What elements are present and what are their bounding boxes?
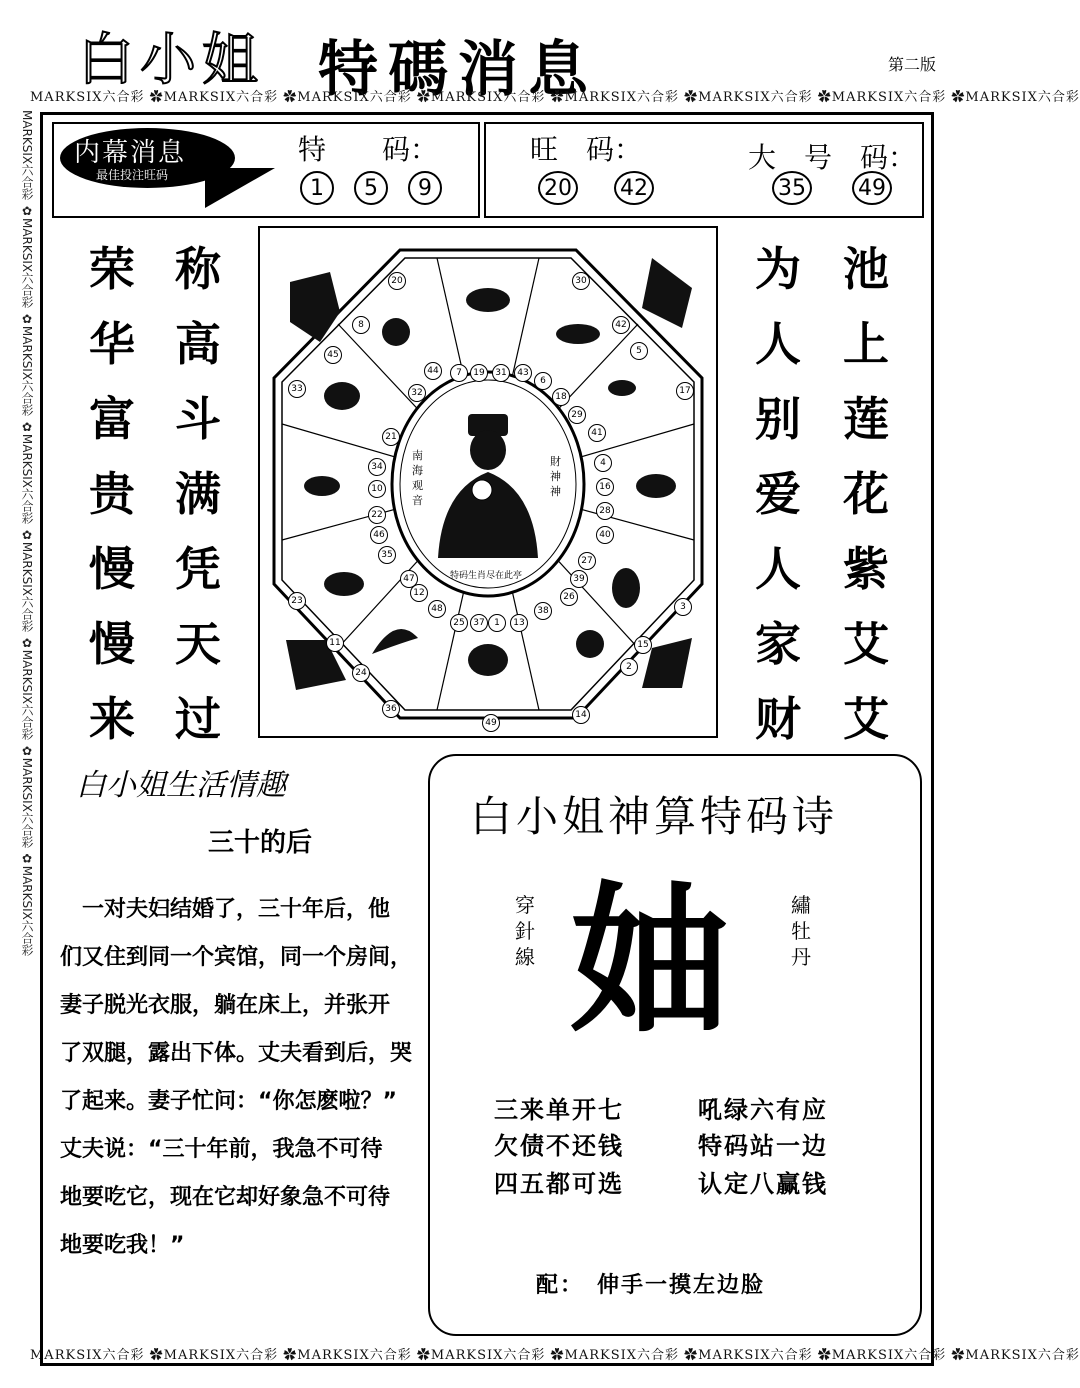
poem-char: 财 <box>755 692 801 746</box>
wang-ma-label: 旺 码： <box>530 133 643 166</box>
poem-char: 别 <box>755 392 801 446</box>
poem-char: 花 <box>843 467 889 521</box>
poem-char: 称 <box>175 242 221 296</box>
te-ma-label: 特 码： <box>298 133 439 166</box>
wheel-number: 44 <box>424 362 442 380</box>
vertical-char: 丹 <box>791 945 811 969</box>
poem-char: 华 <box>89 317 135 371</box>
verse-left-1: 三来单开七 <box>494 1096 624 1124</box>
vertical-char: 繡 <box>791 893 811 917</box>
wheel-number: 23 <box>288 592 306 610</box>
wheel-number: 27 <box>578 552 596 570</box>
bubble-subtitle: 最佳投注旺码 <box>96 168 169 182</box>
poem-char: 贵 <box>89 467 135 521</box>
watermark-strip-side: MARKSIX六合彩 ✿MARKSIX六合彩 ✿MARKSIX六合彩 ✿MARKSIX六合彩 ✿MARKSIX六合彩 ✿MARKSIX六合彩 ✿MARKSIX六合彩 ✿MARKSIX六合彩 <box>20 110 34 956</box>
wheel-number: 38 <box>534 602 552 620</box>
poem-char: 爱 <box>755 467 801 521</box>
wheel-number: 26 <box>560 588 578 606</box>
wheel-number: 21 <box>382 428 400 446</box>
verse-right-2: 特码站一边 <box>698 1132 828 1160</box>
story-line: 地要吃它，现在它却好象急不可待 <box>60 1185 391 1210</box>
poem-char: 人 <box>755 317 801 371</box>
wheel-number: 28 <box>596 502 614 520</box>
poem-char: 为 <box>755 242 801 296</box>
bubble-title: 内幕消息 <box>74 138 187 168</box>
wheel-number: 45 <box>324 346 342 364</box>
wheel-number: 6 <box>534 372 552 390</box>
vertical-char: 穿 <box>515 893 535 917</box>
story-line: 一对夫妇结婚了，三十年后，他 <box>60 897 391 922</box>
story-body <box>60 886 420 1270</box>
wheel-number: 36 <box>382 700 400 718</box>
poem-pei-line: 配： 伸手一摸左边脸 <box>536 1273 766 1298</box>
edition-label: 第二版 <box>888 55 937 74</box>
poem-char: 凭 <box>175 542 221 596</box>
wheel-number: 17 <box>676 382 694 400</box>
speech-bubble-tail <box>205 168 275 208</box>
wheel-number: 48 <box>428 600 446 618</box>
story-line: 们又住到同一个宾馆，同一个房间， <box>60 945 413 970</box>
wheel-center-left-text: 南海观音 <box>412 449 423 507</box>
poem-char: 池 <box>843 242 889 296</box>
wheel-number: 1 <box>488 614 506 632</box>
poem-char: 艾 <box>843 617 889 671</box>
poem-right-vertical <box>788 892 814 970</box>
wheel-number: 42 <box>612 316 630 334</box>
wheel-center-caption: 特码生肖尽在此亭 <box>450 571 523 581</box>
poem-char: 慢 <box>89 617 135 671</box>
wheel-number: 46 <box>370 526 388 544</box>
wheel-number: 16 <box>596 478 614 496</box>
vertical-char: 線 <box>515 945 535 969</box>
te-ma-ball: 1 <box>300 171 334 205</box>
wheel-number: 49 <box>482 714 500 732</box>
wheel-number: 41 <box>588 424 606 442</box>
wheel-number: 24 <box>352 664 370 682</box>
story-line: 了起来。妻子忙问：“你怎麽啦？” <box>60 1089 397 1114</box>
te-ma-ball: 9 <box>408 171 442 205</box>
story-line: 丈夫说：“三十年前，我急不可待 <box>60 1137 383 1162</box>
wheel-number: 11 <box>326 634 344 652</box>
left-poem-col2 <box>168 232 228 757</box>
poem-left-vertical <box>512 892 538 970</box>
watermark-strip-top: MARKSIX六合彩 ✿MARKSIX六合彩 ✿MARKSIX六合彩 ✿MARKSIX六合彩 ✿MARKSIX六合彩 ✿MARKSIX六合彩 ✿MARKSIX六合彩 ✿MARKSIX六合彩 <box>30 90 1080 105</box>
right-poem-col2 <box>836 232 896 757</box>
poem-big-character: 妯 <box>570 867 731 1054</box>
left-poem-col1 <box>82 232 142 757</box>
wheel-number: 20 <box>388 272 406 290</box>
poem-char: 上 <box>843 317 889 371</box>
wheel-number: 32 <box>408 384 426 402</box>
poem-char: 莲 <box>843 392 889 446</box>
poem-char: 富 <box>89 392 135 446</box>
right-poem-col1 <box>748 232 808 757</box>
watermark-strip-bottom: MARKSIX六合彩 ✿MARKSIX六合彩 ✿MARKSIX六合彩 ✿MARKSIX六合彩 ✿MARKSIX六合彩 ✿MARKSIX六合彩 ✿MARKSIX六合彩 ✿MARKSIX六合彩 <box>30 1348 1080 1363</box>
story-line: 妻子脱光衣服，躺在床上，并张开 <box>60 993 391 1018</box>
verse-right-1: 吼绿六有应 <box>698 1096 828 1124</box>
wheel-number: 18 <box>552 388 570 406</box>
page-title: 特碼消息 <box>318 35 598 105</box>
brand-logo: 白小姐 <box>78 28 264 93</box>
story-line: 地要吃我！” <box>60 1233 185 1258</box>
wheel-number: 30 <box>572 272 590 290</box>
wheel-number: 3 <box>674 598 692 616</box>
verse-left-3: 四五都可选 <box>494 1170 624 1198</box>
wheel-number: 29 <box>568 406 586 424</box>
wheel-number: 37 <box>470 614 488 632</box>
verse-left-2: 欠债不还钱 <box>494 1132 624 1160</box>
poem-char: 高 <box>175 317 221 371</box>
wheel-number: 35 <box>378 546 396 564</box>
poem-char: 过 <box>175 692 221 746</box>
poem-char: 满 <box>175 467 221 521</box>
wheel-number: 15 <box>634 636 652 654</box>
poem-title: 白小姐神算特码诗 <box>470 792 839 841</box>
wheel-number: 40 <box>596 526 614 544</box>
wheel-number: 25 <box>450 614 468 632</box>
vertical-char: 針 <box>515 919 535 943</box>
wheel-number: 33 <box>288 380 306 398</box>
da-hao-ball: 49 <box>852 171 892 205</box>
poem-char: 家 <box>755 617 801 671</box>
wheel-number: 22 <box>368 506 386 524</box>
te-ma-ball: 5 <box>354 171 388 205</box>
poem-char: 斗 <box>175 392 221 446</box>
story-line: 了双腿，露出下体。丈夫看到后，哭 <box>60 1041 413 1066</box>
zodiac-wheel <box>258 226 718 738</box>
wheel-number: 10 <box>368 480 386 498</box>
poem-char: 人 <box>755 542 801 596</box>
wheel-number: 14 <box>572 706 590 724</box>
zodiac-wheel-graphic <box>260 228 716 736</box>
wheel-number: 12 <box>410 584 428 602</box>
verse-right-3: 认定八赢钱 <box>698 1170 828 1198</box>
da-hao-ball: 35 <box>772 171 812 205</box>
wheel-number: 5 <box>630 342 648 360</box>
wheel-number: 8 <box>352 316 370 334</box>
poem-char: 慢 <box>89 542 135 596</box>
wheel-number: 34 <box>368 458 386 476</box>
poem-char: 艾 <box>843 692 889 746</box>
wheel-number: 4 <box>594 454 612 472</box>
poem-char: 天 <box>175 617 221 671</box>
wheel-number: 13 <box>510 614 528 632</box>
story-title: 白小姐生活情趣 <box>76 768 286 803</box>
wang-ma-ball: 20 <box>538 171 578 205</box>
wheel-number: 47 <box>400 570 418 588</box>
da-hao-label: 大 号 码： <box>748 141 917 174</box>
wheel-number: 31 <box>492 364 510 382</box>
wheel-number: 39 <box>570 570 588 588</box>
wheel-number: 43 <box>514 364 532 382</box>
vertical-char: 牡 <box>791 919 811 943</box>
wang-ma-ball: 42 <box>614 171 654 205</box>
poem-char: 荣 <box>89 242 135 296</box>
wheel-number: 19 <box>470 364 488 382</box>
poem-char: 来 <box>89 692 135 746</box>
poem-char: 紫 <box>843 542 889 596</box>
story-subtitle: 三十的后 <box>208 828 313 858</box>
wheel-number: 2 <box>620 658 638 676</box>
wheel-number: 7 <box>450 364 468 382</box>
wheel-center-right-text: 財神神 <box>550 455 561 498</box>
